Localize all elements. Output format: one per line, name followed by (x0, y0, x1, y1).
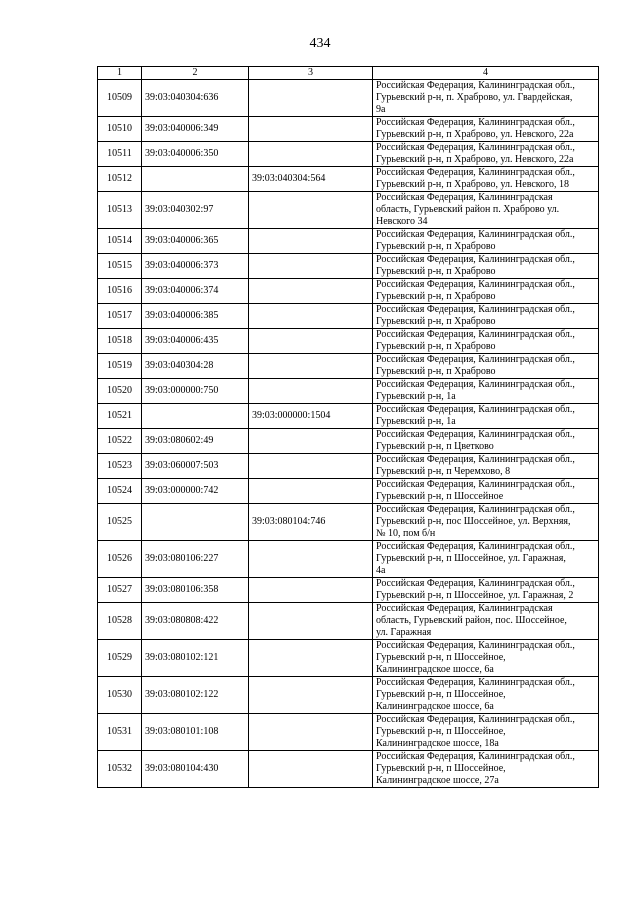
address-line: 4а (376, 565, 386, 576)
table-row (98, 454, 599, 479)
address-line: 9а (376, 104, 386, 115)
address-line: Российская Федерация, Калининградская обл., (376, 229, 575, 240)
table-row (98, 80, 599, 117)
table-row (98, 751, 599, 788)
address-line: Гурьевский р-н, п Шоссейное, (376, 689, 506, 700)
address-line: Российская Федерация, Калининградская обл., (376, 429, 575, 440)
address-line: Российская Федерация, Калининградская обл., (376, 479, 575, 490)
cadastral-number: 39:03:040006:385 (142, 304, 249, 329)
address-line: Гурьевский р-н, п Храброво (376, 266, 496, 277)
address-line: Гурьевский р-н, п Черемхово, 8 (376, 466, 511, 477)
cadastral-number: 39:03:080808:422 (142, 603, 249, 640)
address-cell (373, 677, 599, 714)
table-row (98, 192, 599, 229)
cadastral-number: 39:03:000000:750 (142, 379, 249, 404)
column-header: 3 (249, 67, 373, 80)
table-row (98, 379, 599, 404)
address-line: Российская Федерация, Калининградская обл., (376, 304, 575, 315)
cadastral-number-linked (249, 578, 373, 603)
row-number: 10529 (98, 640, 142, 677)
cadastral-number-linked (249, 429, 373, 454)
row-number: 10517 (98, 304, 142, 329)
address-line: Гурьевский р-н, п Шоссейное, ул. Гаражная, 2 (376, 590, 574, 601)
cadastral-number-linked (249, 379, 373, 404)
cadastral-number: 39:03:080101:108 (142, 714, 249, 751)
address-line: Российская Федерация, Калининградская обл., (376, 117, 575, 128)
address-cell (373, 279, 599, 304)
cadastral-number (142, 167, 249, 192)
row-number: 10521 (98, 404, 142, 429)
address-line: Невского 34 (376, 216, 428, 227)
table-row (98, 304, 599, 329)
address-line: Российская Федерация, Калининградская обл., (376, 677, 575, 688)
cadastral-number: 39:03:040006:435 (142, 329, 249, 354)
row-number: 10526 (98, 541, 142, 578)
address-cell (373, 254, 599, 279)
cadastral-number: 39:03:040006:373 (142, 254, 249, 279)
cadastral-number-linked: 39:03:000000:1504 (249, 404, 373, 429)
row-number: 10522 (98, 429, 142, 454)
cadastral-number-linked (249, 479, 373, 504)
table-row (98, 329, 599, 354)
table-row (98, 479, 599, 504)
address-line: Российская Федерация, Калининградская обл., (376, 541, 575, 552)
address-cell (373, 379, 599, 404)
address-cell (373, 714, 599, 751)
row-number: 10523 (98, 454, 142, 479)
cadastral-number: 39:03:080602:49 (142, 429, 249, 454)
address-cell (373, 304, 599, 329)
address-line: Гурьевский р-н, п Храброво (376, 241, 496, 252)
cadastral-number: 39:03:080106:227 (142, 541, 249, 578)
address-line: Гурьевский р-н, п Храброво (376, 366, 496, 377)
row-number: 10532 (98, 751, 142, 788)
address-line: Гурьевский р-н, п Шоссейное, (376, 763, 506, 774)
cadastral-number-linked (249, 640, 373, 677)
table-row (98, 640, 599, 677)
address-line: Гурьевский р-н, пос Шоссейное, ул. Верхняя, (376, 516, 571, 527)
address-line: Российская Федерация, Калининградская обл., (376, 80, 575, 91)
address-cell (373, 80, 599, 117)
cadastral-number: 39:03:040302:97 (142, 192, 249, 229)
row-number: 10520 (98, 379, 142, 404)
cadastral-number: 39:03:040304:28 (142, 354, 249, 379)
row-number: 10516 (98, 279, 142, 304)
cadastral-number-linked (249, 117, 373, 142)
address-line: Гурьевский р-н, п Храброво (376, 291, 496, 302)
table-row (98, 504, 599, 541)
table-row (98, 117, 599, 142)
row-number: 10511 (98, 142, 142, 167)
address-line: Российская Федерация, Калининградская обл., (376, 142, 575, 153)
row-number: 10513 (98, 192, 142, 229)
table-row (98, 142, 599, 167)
row-number: 10527 (98, 578, 142, 603)
address-cell (373, 603, 599, 640)
address-line: Российская Федерация, Калининградская обл., (376, 454, 575, 465)
column-header: 4 (373, 67, 599, 80)
address-cell (373, 192, 599, 229)
cadastral-number-linked (249, 603, 373, 640)
address-cell (373, 640, 599, 677)
cadastral-number (142, 504, 249, 541)
address-line: Российская Федерация, Калининградская обл., (376, 578, 575, 589)
address-line: Российская Федерация, Калининградская обл., (376, 640, 575, 651)
address-line: Гурьевский р-н, п Шоссейное, (376, 726, 506, 737)
row-number: 10531 (98, 714, 142, 751)
row-number: 10512 (98, 167, 142, 192)
address-cell (373, 454, 599, 479)
row-number: 10514 (98, 229, 142, 254)
address-line: Гурьевский р-н, п Храброво, ул. Невского, 22а (376, 129, 574, 140)
cadastral-number-linked: 39:03:040304:564 (249, 167, 373, 192)
table-header-row (98, 67, 599, 80)
cadastral-number-linked (249, 354, 373, 379)
row-number: 10525 (98, 504, 142, 541)
registry-table (97, 66, 599, 788)
cadastral-number-linked (249, 142, 373, 167)
row-number: 10530 (98, 677, 142, 714)
table-row (98, 167, 599, 192)
address-line: Калининградское шоссе, 27а (376, 775, 499, 786)
address-cell (373, 751, 599, 788)
table-row (98, 254, 599, 279)
address-line: Гурьевский р-н, п Храброво (376, 316, 496, 327)
cadastral-number: 39:03:040006:365 (142, 229, 249, 254)
address-line: Российская Федерация, Калининградская (376, 192, 553, 203)
page-number: 434 (309, 36, 331, 51)
row-number: 10524 (98, 479, 142, 504)
row-number: 10519 (98, 354, 142, 379)
address-line: Российская Федерация, Калининградская обл., (376, 504, 575, 515)
address-line: Российская Федерация, Калининградская (376, 603, 553, 614)
cadastral-number-linked (249, 454, 373, 479)
address-line: Гурьевский р-н, п Шоссейное (376, 491, 504, 502)
address-line: Российская Федерация, Калининградская обл., (376, 354, 575, 365)
column-header: 2 (142, 67, 249, 80)
address-line: Гурьевский р-н, п Храброво, ул. Невского, 18 (376, 179, 570, 190)
table-row (98, 677, 599, 714)
address-cell (373, 329, 599, 354)
address-cell (373, 404, 599, 429)
address-cell (373, 541, 599, 578)
cadastral-number-linked (249, 751, 373, 788)
cadastral-number-linked (249, 279, 373, 304)
table-row (98, 279, 599, 304)
table-row (98, 354, 599, 379)
table-row (98, 404, 599, 429)
cadastral-number: 39:03:080102:122 (142, 677, 249, 714)
row-number: 10528 (98, 603, 142, 640)
cadastral-number-linked (249, 677, 373, 714)
cadastral-number-linked (249, 329, 373, 354)
cadastral-number: 39:03:080106:358 (142, 578, 249, 603)
address-line: Калининградское шоссе, 18а (376, 738, 499, 749)
address-line: Гурьевский р-н, 1а (376, 391, 456, 402)
row-number: 10518 (98, 329, 142, 354)
address-cell (373, 117, 599, 142)
address-cell (373, 167, 599, 192)
address-line: Российская Федерация, Калининградская обл., (376, 329, 575, 340)
address-line: область, Гурьевский район, пос. Шоссейное, (376, 615, 567, 626)
row-number: 10510 (98, 117, 142, 142)
address-line: № 10, пом б/н (376, 528, 436, 539)
address-cell (373, 429, 599, 454)
cadastral-number: 39:03:040304:636 (142, 80, 249, 117)
address-line: Калининградское шоссе, 6а (376, 664, 494, 675)
cadastral-number: 39:03:080102:121 (142, 640, 249, 677)
cadastral-number-linked (249, 304, 373, 329)
table-row (98, 429, 599, 454)
address-line: Гурьевский р-н, п Храброво (376, 341, 496, 352)
table-row (98, 603, 599, 640)
cadastral-number: 39:03:040006:350 (142, 142, 249, 167)
address-cell (373, 354, 599, 379)
address-line: ул. Гаражная (376, 627, 432, 638)
cadastral-number: 39:03:040006:349 (142, 117, 249, 142)
address-line: Российская Федерация, Калининградская обл., (376, 714, 575, 725)
cadastral-number-linked (249, 714, 373, 751)
address-cell (373, 229, 599, 254)
row-number: 10515 (98, 254, 142, 279)
address-line: Гурьевский р-н, п Шоссейное, (376, 652, 506, 663)
address-cell (373, 504, 599, 541)
table-row (98, 541, 599, 578)
address-line: Гурьевский р-н, 1а (376, 416, 456, 427)
address-cell (373, 479, 599, 504)
cadastral-number-linked (249, 254, 373, 279)
address-line: Калининградское шоссе, 6а (376, 701, 494, 712)
row-number: 10509 (98, 80, 142, 117)
cadastral-number-linked: 39:03:080104:746 (249, 504, 373, 541)
table-row (98, 578, 599, 603)
cadastral-number: 39:03:000000:742 (142, 479, 249, 504)
cadastral-number: 39:03:080104:430 (142, 751, 249, 788)
address-line: Российская Федерация, Калининградская обл., (376, 279, 575, 290)
address-line: Гурьевский р-н, п. Храброво, ул. Гвардейская, (376, 92, 573, 103)
address-line: Гурьевский р-н, п Цветково (376, 441, 494, 452)
cadastral-number-linked (249, 229, 373, 254)
table-row (98, 714, 599, 751)
cadastral-number-linked (249, 192, 373, 229)
address-line: Российская Федерация, Калининградская обл., (376, 167, 575, 178)
cadastral-number: 39:03:040006:374 (142, 279, 249, 304)
address-line: Российская Федерация, Калининградская обл., (376, 379, 575, 390)
address-line: Гурьевский р-н, п Храброво, ул. Невского, 22а (376, 154, 574, 165)
table-row (98, 229, 599, 254)
address-line: область, Гурьевский район п. Храброво ул. (376, 204, 560, 215)
address-line: Российская Федерация, Калининградская обл., (376, 404, 575, 415)
address-cell (373, 578, 599, 603)
address-line: Российская Федерация, Калининградская обл., (376, 751, 575, 762)
address-line: Гурьевский р-н, п Шоссейное, ул. Гаражная, (376, 553, 566, 564)
cadastral-number (142, 404, 249, 429)
table-body (98, 80, 599, 788)
cadastral-number-linked (249, 541, 373, 578)
address-cell (373, 142, 599, 167)
cadastral-number: 39:03:060007:503 (142, 454, 249, 479)
cadastral-number-linked (249, 80, 373, 117)
address-line: Российская Федерация, Калининградская обл., (376, 254, 575, 265)
column-header: 1 (98, 67, 142, 80)
